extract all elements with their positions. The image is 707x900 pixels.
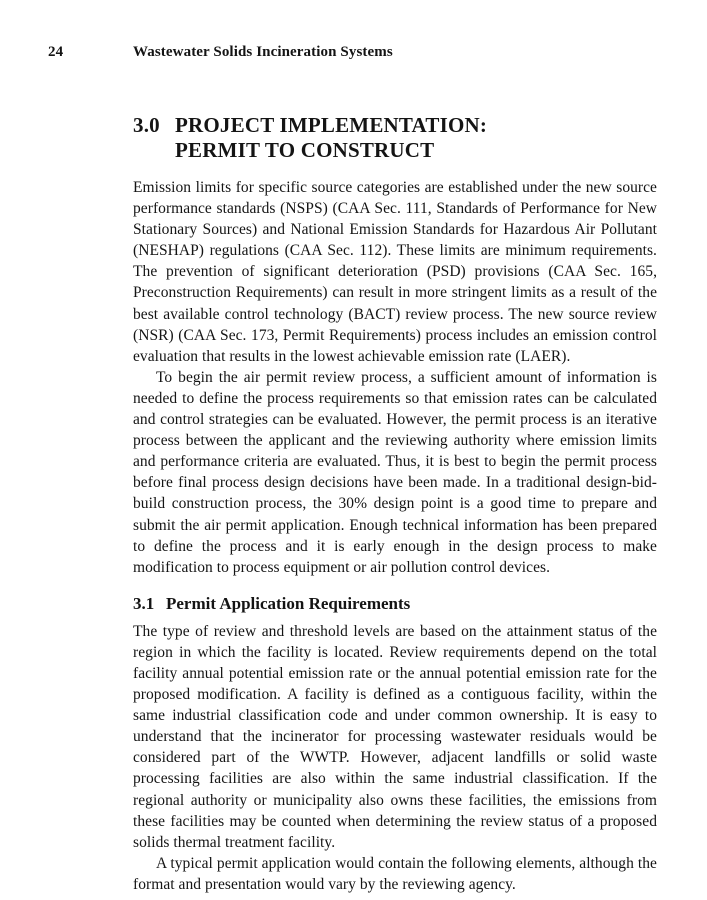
paragraph: Emission limits for specific source categories are established under the new source performance standards (NSPS) (CAA Sec. 111, Standards of Performance for New Stationary Sources) and National Emission Standards for Hazardous Air Pollutant (NESHAP) regulations (CAA Sec. 112). These limits are minimum requirements. The prevention of significant deterioration (PSD) provisions (CAA Sec. 165, Preconstruction Requirements) can result in more stringent limits as a result of the best available control technology (BACT) review process. The new source review (NSR) (CAA Sec. 173, Permit Requirements) process includes an emission control evaluation that results in the lowest achievable emission rate (LAER). [133, 179, 657, 365]
page-number: 24 [48, 44, 64, 60]
paragraph: To begin the air permit review process, a sufficient amount of information is needed to define the process requirements so that emission rates can be calculated and control strategies can be evaluated. However, the permit process is an iterative process between the applicant and the reviewing authority where emission limits and performance criteria are evaluated. Thus, it is best to begin the permit process before final process design decisions have been made. In a traditional design-bid-build construction process, the 30% design point is a good time to prepare and submit the air permit application. Enough technical information has been prepared to define the process and it is early enough in the design process to make modification to process equipment or air pollution control devices. [133, 368, 657, 576]
page-content [133, 113, 657, 895]
running-title: Wastewater Solids Incineration Systems [133, 44, 393, 60]
section-number: 3.0 [133, 113, 160, 137]
section-title-line1: PROJECT IMPLEMENTATION: [175, 113, 488, 137]
section-title-line2: PERMIT TO CONSTRUCT [175, 138, 435, 162]
section-title [175, 113, 487, 163]
subsection-number: 3.1 [133, 593, 155, 613]
page-header [48, 44, 657, 61]
paragraph: A typical permit application would contain the following elements, although the format and presentation would vary by the reviewing agency. [133, 854, 657, 893]
subsection-title: Permit Application Requirements [166, 593, 411, 613]
subsection-heading [133, 593, 657, 614]
paragraph: The type of review and threshold levels are based on the attainment status of the region in which the facility is located. Review requirements depend on the total facility annual potential emission rate or the annual potential emission rate for the proposed modification. A facility is defined as a contiguous facility, within the same industrial classification code and under common ownership. It is easy to understand that the incinerator for processing wastewater residuals would be considered part of the WWTP. However, adjacent landfills or solid waste processing facilities are also within the same industrial classification. If the regional authority or municipality also owns these facilities, the emissions from these facilities may be counted when determining the review status of a proposed solids thermal treatment facility. [133, 622, 657, 851]
section-heading [133, 113, 657, 163]
